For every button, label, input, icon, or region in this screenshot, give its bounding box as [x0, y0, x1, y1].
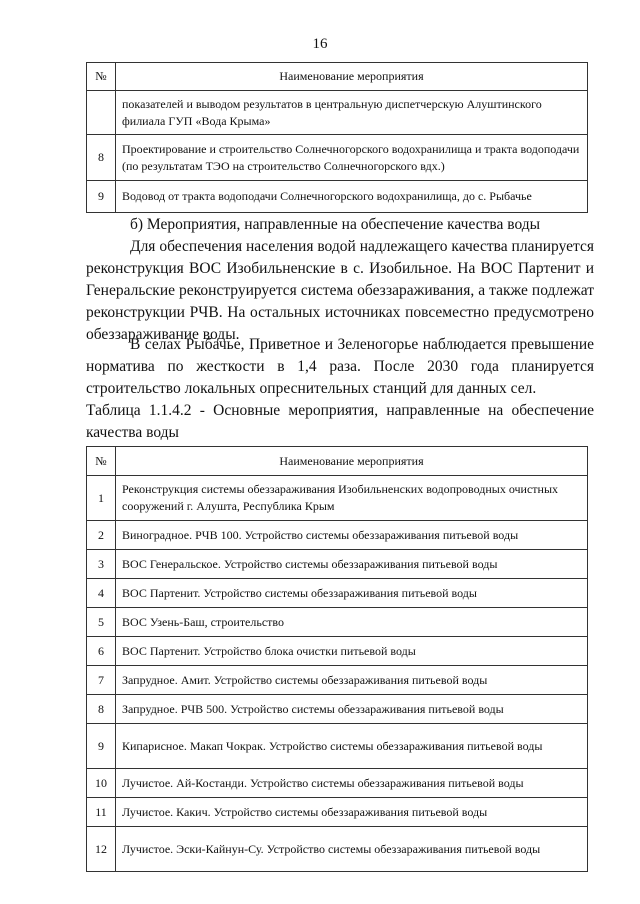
measures-table-continued	[86, 62, 588, 213]
table-row	[87, 724, 588, 769]
row-text: Лучистое. Какич. Устройство системы обеззараживания питьевой воды	[116, 798, 588, 827]
table-row	[87, 769, 588, 798]
row-text: ВОС Партенит. Устройство блока очистки питьевой воды	[116, 637, 588, 666]
table-row	[87, 637, 588, 666]
table-row	[87, 521, 588, 550]
row-text: ВОС Генеральское. Устройство системы обеззараживания питьевой воды	[116, 550, 588, 579]
row-number: 11	[87, 798, 116, 827]
paragraph-hardness: В селах Рыбачье, Приветное и Зеленогорье наблюдается превышение норматива по жесткости в 1,4 раза. После 2030 года планируется строительство локальных опреснительных станций для данных сел.	[86, 336, 594, 397]
table-row	[87, 666, 588, 695]
table-row	[87, 695, 588, 724]
row-text: Запрудное. Амит. Устройство системы обеззараживания питьевой воды	[116, 666, 588, 695]
paragraph-water-quality: Для обеспечения населения водой надлежащего качества планируется реконструкция ВОС Изобильненские в с. Изобильное. На ВОС Партенит и Генеральские реконструируется система обеззараживания, а также подлежат реконструкции РЧВ. На остальных источниках повсеместно предусмотрено обеззараживание воды.	[86, 238, 594, 343]
table-row	[87, 181, 588, 213]
row-text: Запрудное. РЧВ 500. Устройство системы обеззараживания питьевой воды	[116, 695, 588, 724]
table-row	[87, 608, 588, 637]
row-text: Водовод от тракта водоподачи Солнечногорского водохранилища, до с. Рыбачье	[116, 181, 588, 213]
row-text: Лучистое. Эски-Кайнун-Су. Устройство системы обеззараживания питьевой воды	[116, 827, 588, 872]
row-text: ВОС Узень-Баш, строительство	[116, 608, 588, 637]
column-header-name: Наименование мероприятия	[116, 63, 588, 91]
row-text: ВОС Партенит. Устройство системы обеззараживания питьевой воды	[116, 579, 588, 608]
section-heading	[86, 214, 594, 236]
row-text: Виноградное. РЧВ 100. Устройство системы обеззараживания питьевой воды	[116, 521, 588, 550]
table-header-row	[87, 63, 588, 91]
row-number: 1	[87, 476, 116, 521]
column-header-name: Наименование мероприятия	[116, 447, 588, 476]
row-number: 9	[87, 181, 116, 213]
section-heading-text: б) Мероприятия, направленные на обеспечение качества воды	[130, 216, 541, 233]
table-row	[87, 798, 588, 827]
table-row	[87, 476, 588, 521]
row-number: 8	[87, 695, 116, 724]
row-number: 8	[87, 135, 116, 181]
row-number	[87, 91, 116, 135]
table-row	[87, 579, 588, 608]
row-text: показателей и выводом результатов в центральную диспетчерскую Алуштинского филиала ГУП «Вода Крыма»	[116, 91, 588, 135]
row-text: Лучистое. Ай-Костанди. Устройство системы обеззараживания питьевой воды	[116, 769, 588, 798]
row-number: 2	[87, 521, 116, 550]
column-header-number: №	[87, 447, 116, 476]
row-number: 4	[87, 579, 116, 608]
table-row	[87, 550, 588, 579]
table-caption: Таблица 1.1.4.2 - Основные мероприятия, направленные на обеспечение качества воды	[86, 402, 594, 441]
water-quality-measures-table	[86, 446, 588, 872]
row-text: Реконструкция системы обеззараживания Изобильненских водопроводных очистных сооружений г. Алушта, Республика Крым	[116, 476, 588, 521]
row-text: Кипарисное. Макап Чокрак. Устройство системы обеззараживания питьевой воды	[116, 724, 588, 769]
row-number: 12	[87, 827, 116, 872]
table-row	[87, 91, 588, 135]
row-number: 7	[87, 666, 116, 695]
column-header-number: №	[87, 63, 116, 91]
table-header-row	[87, 447, 588, 476]
row-number: 9	[87, 724, 116, 769]
row-number: 5	[87, 608, 116, 637]
row-number: 6	[87, 637, 116, 666]
row-number: 10	[87, 769, 116, 798]
table-row	[87, 827, 588, 872]
row-text: Проектирование и строительство Солнечногорского водохранилища и тракта водоподачи (по результатам ТЭО на строительство Солнечногорского вдх.)	[116, 135, 588, 181]
table-row	[87, 135, 588, 181]
page-number: 16	[312, 36, 328, 52]
row-number: 3	[87, 550, 116, 579]
